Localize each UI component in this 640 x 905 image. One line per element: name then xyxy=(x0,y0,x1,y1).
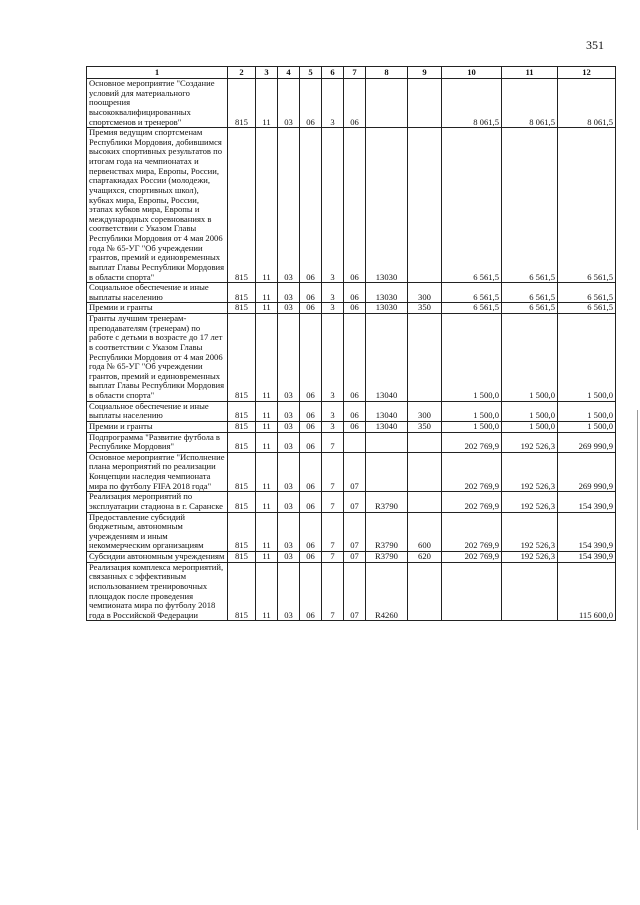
cell-admin-code: 815 xyxy=(228,79,256,128)
cell-activity: 07 xyxy=(344,562,366,621)
cell-subprogram: 3 xyxy=(322,128,344,283)
cell-expense-direction: R3790 xyxy=(366,492,408,512)
cell-section: 11 xyxy=(256,314,278,402)
row-name-cell xyxy=(87,314,228,402)
cell-section: 11 xyxy=(256,452,278,492)
cell-amount-year-3: 269 990,9 xyxy=(558,452,616,492)
row-name-text: Подпрограмма "Развитие футбола в Республике Мордовия" xyxy=(89,432,220,452)
cell-section: 11 xyxy=(256,492,278,512)
column-header: 4 xyxy=(278,67,300,79)
cell-amount-year-1: 1 500,0 xyxy=(442,314,502,402)
cell-subprogram: 3 xyxy=(322,283,344,303)
cell-expense-direction xyxy=(366,79,408,128)
cell-expense-type: 620 xyxy=(408,552,442,563)
cell-program: 06 xyxy=(300,421,322,432)
column-header: 3 xyxy=(256,67,278,79)
row-name-text: Реализация мероприятий по эксплуатации стадиона в г. Саранске xyxy=(89,491,223,511)
column-header: 10 xyxy=(442,67,502,79)
cell-expense-type: 300 xyxy=(408,283,442,303)
table-row xyxy=(87,492,616,512)
cell-program: 06 xyxy=(300,314,322,402)
table-row xyxy=(87,562,616,621)
cell-amount-year-3: 154 390,9 xyxy=(558,492,616,512)
cell-subprogram: 7 xyxy=(322,492,344,512)
cell-amount-year-2: 192 526,3 xyxy=(502,452,558,492)
cell-section: 11 xyxy=(256,432,278,452)
cell-expense-direction xyxy=(366,452,408,492)
cell-admin-code: 815 xyxy=(228,283,256,303)
cell-subsection: 03 xyxy=(278,421,300,432)
cell-expense-type xyxy=(408,492,442,512)
cell-amount-year-2: 6 561,5 xyxy=(502,283,558,303)
cell-subprogram: 3 xyxy=(322,421,344,432)
cell-section: 11 xyxy=(256,79,278,128)
cell-amount-year-3: 269 990,9 xyxy=(558,432,616,452)
cell-subsection: 03 xyxy=(278,552,300,563)
cell-expense-type: 600 xyxy=(408,512,442,552)
cell-amount-year-1: 8 061,5 xyxy=(442,79,502,128)
cell-section: 11 xyxy=(256,303,278,314)
cell-admin-code: 815 xyxy=(228,492,256,512)
cell-amount-year-1: 202 769,9 xyxy=(442,512,502,552)
cell-amount-year-1: 202 769,9 xyxy=(442,492,502,512)
cell-amount-year-2: 6 561,5 xyxy=(502,128,558,283)
cell-section: 11 xyxy=(256,421,278,432)
table-row xyxy=(87,452,616,492)
row-name-cell xyxy=(87,421,228,432)
row-name-cell xyxy=(87,432,228,452)
column-header: 7 xyxy=(344,67,366,79)
cell-subsection: 03 xyxy=(278,303,300,314)
cell-program: 06 xyxy=(300,562,322,621)
cell-section: 11 xyxy=(256,552,278,563)
row-name-text: Социальное обеспечение и иные выплаты населению xyxy=(89,401,209,421)
cell-amount-year-1 xyxy=(442,562,502,621)
cell-program: 06 xyxy=(300,452,322,492)
table-row xyxy=(87,303,616,314)
cell-activity: 06 xyxy=(344,283,366,303)
row-name-cell xyxy=(87,552,228,563)
cell-program: 06 xyxy=(300,283,322,303)
cell-expense-type xyxy=(408,432,442,452)
cell-amount-year-3: 154 390,9 xyxy=(558,512,616,552)
page-number: 351 xyxy=(586,38,604,52)
cell-program: 06 xyxy=(300,303,322,314)
cell-amount-year-3: 1 500,0 xyxy=(558,314,616,402)
row-name-cell xyxy=(87,79,228,128)
cell-expense-direction: 13030 xyxy=(366,128,408,283)
column-header: 12 xyxy=(558,67,616,79)
cell-amount-year-2: 1 500,0 xyxy=(502,314,558,402)
row-name-cell xyxy=(87,128,228,283)
cell-activity: 07 xyxy=(344,512,366,552)
cell-expense-direction: 13030 xyxy=(366,303,408,314)
row-name-text: Премии и гранты xyxy=(89,421,153,431)
cell-expense-direction xyxy=(366,432,408,452)
row-name-text: Гранты лучшим тренерам-преподавателям (тренерам) по работе с детьми в возрасте до 17 лет в соответствии с Указом Главы Республики Мордовия от 4 мая 2006 года № 65-УГ "Об учреждении грантов, премий и единовременных выплат Главы Республики Мордовия в области спорта" xyxy=(89,313,225,400)
cell-expense-type: 350 xyxy=(408,421,442,432)
cell-amount-year-3: 6 561,5 xyxy=(558,128,616,283)
table-row xyxy=(87,552,616,563)
row-name-text: Реализация комплекса мероприятий, связанных с эффективным использованием тренировочных площадок после проведения чемпионата мира по футболу 2018 года в Российской Федерации xyxy=(89,562,224,620)
cell-subprogram: 3 xyxy=(322,79,344,128)
cell-program: 06 xyxy=(300,128,322,283)
column-header: 8 xyxy=(366,67,408,79)
cell-expense-type xyxy=(408,562,442,621)
cell-amount-year-2: 8 061,5 xyxy=(502,79,558,128)
table-row xyxy=(87,314,616,402)
table-row xyxy=(87,401,616,421)
cell-expense-type xyxy=(408,128,442,283)
cell-amount-year-1: 6 561,5 xyxy=(442,128,502,283)
cell-subsection: 03 xyxy=(278,512,300,552)
column-header: 9 xyxy=(408,67,442,79)
cell-expense-direction: 13040 xyxy=(366,401,408,421)
cell-subsection: 03 xyxy=(278,562,300,621)
cell-amount-year-2 xyxy=(502,562,558,621)
cell-activity: 07 xyxy=(344,492,366,512)
cell-admin-code: 815 xyxy=(228,452,256,492)
row-name-text: Субсидии автономным учреждениям xyxy=(89,551,225,561)
row-name-text: Предоставление субсидий бюджетным, автономным учреждениям и иным некоммерческим организациям xyxy=(89,512,204,551)
cell-expense-type: 350 xyxy=(408,303,442,314)
table-row xyxy=(87,512,616,552)
cell-subprogram: 7 xyxy=(322,512,344,552)
table-row xyxy=(87,128,616,283)
column-header: 2 xyxy=(228,67,256,79)
cell-activity: 06 xyxy=(344,128,366,283)
row-name-cell xyxy=(87,562,228,621)
row-name-cell xyxy=(87,512,228,552)
cell-section: 11 xyxy=(256,512,278,552)
cell-subprogram: 7 xyxy=(322,562,344,621)
table-row xyxy=(87,283,616,303)
row-name-text: Премия ведущим спортсменам Республики Мордовия, добившимся высоких спортивных результатов по итогам года на чемпионатах и первенствах мира, Европы, России, спартакиадах России (молодежи, учащихся, спортивных школ), кубках мира, Европы, России, этапах кубков мира, Европы и международных соревнованиях в соответствии с Указом Главы Республики Мордовия от 4 мая 2006 года № 65-УГ "Об учреждении грантов, премий и единовременных выплат Главы Республики Мордовия в области спорта" xyxy=(89,127,225,282)
cell-amount-year-2: 6 561,5 xyxy=(502,303,558,314)
cell-activity: 06 xyxy=(344,314,366,402)
row-name-text: Основное мероприятие "Исполнение плана мероприятий по реализации Концепции наследия чемпионата мира по футболу FIFA 2018 года" xyxy=(89,452,225,491)
row-name-text: Основное мероприятие "Создание условий для материального поощрения высококвалифицированных спортсменов и тренеров" xyxy=(89,78,215,127)
cell-expense-type xyxy=(408,452,442,492)
cell-subprogram: 7 xyxy=(322,552,344,563)
cell-expense-type xyxy=(408,79,442,128)
row-name-cell xyxy=(87,452,228,492)
scan-artifact-line xyxy=(637,410,638,830)
cell-subsection: 03 xyxy=(278,492,300,512)
cell-admin-code: 815 xyxy=(228,512,256,552)
row-name-cell xyxy=(87,492,228,512)
cell-admin-code: 815 xyxy=(228,314,256,402)
table-row xyxy=(87,79,616,128)
row-name-text: Социальное обеспечение и иные выплаты населению xyxy=(89,282,209,302)
cell-program: 06 xyxy=(300,432,322,452)
cell-expense-type: 300 xyxy=(408,401,442,421)
cell-subsection: 03 xyxy=(278,79,300,128)
cell-amount-year-2: 192 526,3 xyxy=(502,492,558,512)
cell-amount-year-1: 6 561,5 xyxy=(442,303,502,314)
column-header: 1 xyxy=(87,67,228,79)
cell-activity: 06 xyxy=(344,79,366,128)
cell-amount-year-1: 202 769,9 xyxy=(442,452,502,492)
cell-program: 06 xyxy=(300,79,322,128)
cell-section: 11 xyxy=(256,283,278,303)
cell-activity: 07 xyxy=(344,452,366,492)
cell-amount-year-3: 115 600,0 xyxy=(558,562,616,621)
cell-program: 06 xyxy=(300,552,322,563)
cell-admin-code: 815 xyxy=(228,421,256,432)
cell-subsection: 03 xyxy=(278,401,300,421)
cell-amount-year-3: 8 061,5 xyxy=(558,79,616,128)
cell-activity: 06 xyxy=(344,401,366,421)
row-name-text: Премии и гранты xyxy=(89,302,153,313)
row-name-cell xyxy=(87,303,228,314)
cell-amount-year-3: 154 390,9 xyxy=(558,552,616,563)
cell-program: 06 xyxy=(300,401,322,421)
cell-amount-year-1: 202 769,9 xyxy=(442,552,502,563)
cell-amount-year-3: 1 500,0 xyxy=(558,421,616,432)
cell-admin-code: 815 xyxy=(228,552,256,563)
cell-subprogram: 3 xyxy=(322,314,344,402)
cell-admin-code: 815 xyxy=(228,562,256,621)
budget-table xyxy=(86,66,616,621)
cell-amount-year-2: 192 526,3 xyxy=(502,432,558,452)
cell-amount-year-1: 202 769,9 xyxy=(442,432,502,452)
cell-expense-direction: 13040 xyxy=(366,314,408,402)
cell-amount-year-2: 192 526,3 xyxy=(502,552,558,563)
cell-activity: 06 xyxy=(344,421,366,432)
cell-amount-year-1: 1 500,0 xyxy=(442,401,502,421)
column-header: 5 xyxy=(300,67,322,79)
cell-expense-direction: R3790 xyxy=(366,512,408,552)
cell-subprogram: 3 xyxy=(322,303,344,314)
cell-amount-year-1: 1 500,0 xyxy=(442,421,502,432)
row-name-cell xyxy=(87,283,228,303)
cell-expense-direction: 13040 xyxy=(366,421,408,432)
cell-amount-year-2: 192 526,3 xyxy=(502,512,558,552)
cell-amount-year-1: 6 561,5 xyxy=(442,283,502,303)
cell-subsection: 03 xyxy=(278,432,300,452)
cell-expense-direction: R4260 xyxy=(366,562,408,621)
cell-activity: 06 xyxy=(344,303,366,314)
cell-activity xyxy=(344,432,366,452)
cell-subsection: 03 xyxy=(278,283,300,303)
cell-admin-code: 815 xyxy=(228,432,256,452)
cell-expense-direction: 13030 xyxy=(366,283,408,303)
column-header: 11 xyxy=(502,67,558,79)
row-name-cell xyxy=(87,401,228,421)
cell-amount-year-2: 1 500,0 xyxy=(502,401,558,421)
cell-admin-code: 815 xyxy=(228,303,256,314)
cell-admin-code: 815 xyxy=(228,401,256,421)
table-row xyxy=(87,421,616,432)
cell-subsection: 03 xyxy=(278,452,300,492)
cell-subprogram: 7 xyxy=(322,432,344,452)
cell-section: 11 xyxy=(256,128,278,283)
cell-amount-year-3: 6 561,5 xyxy=(558,303,616,314)
cell-amount-year-3: 1 500,0 xyxy=(558,401,616,421)
cell-subsection: 03 xyxy=(278,128,300,283)
cell-activity: 07 xyxy=(344,552,366,563)
cell-subprogram: 7 xyxy=(322,452,344,492)
cell-amount-year-3: 6 561,5 xyxy=(558,283,616,303)
cell-section: 11 xyxy=(256,562,278,621)
column-header: 6 xyxy=(322,67,344,79)
cell-expense-type xyxy=(408,314,442,402)
cell-subprogram: 3 xyxy=(322,401,344,421)
cell-section: 11 xyxy=(256,401,278,421)
cell-admin-code: 815 xyxy=(228,128,256,283)
cell-amount-year-2: 1 500,0 xyxy=(502,421,558,432)
cell-program: 06 xyxy=(300,512,322,552)
cell-subsection: 03 xyxy=(278,314,300,402)
table-row xyxy=(87,432,616,452)
cell-program: 06 xyxy=(300,492,322,512)
header-row xyxy=(87,67,616,79)
cell-expense-direction: R3790 xyxy=(366,552,408,563)
